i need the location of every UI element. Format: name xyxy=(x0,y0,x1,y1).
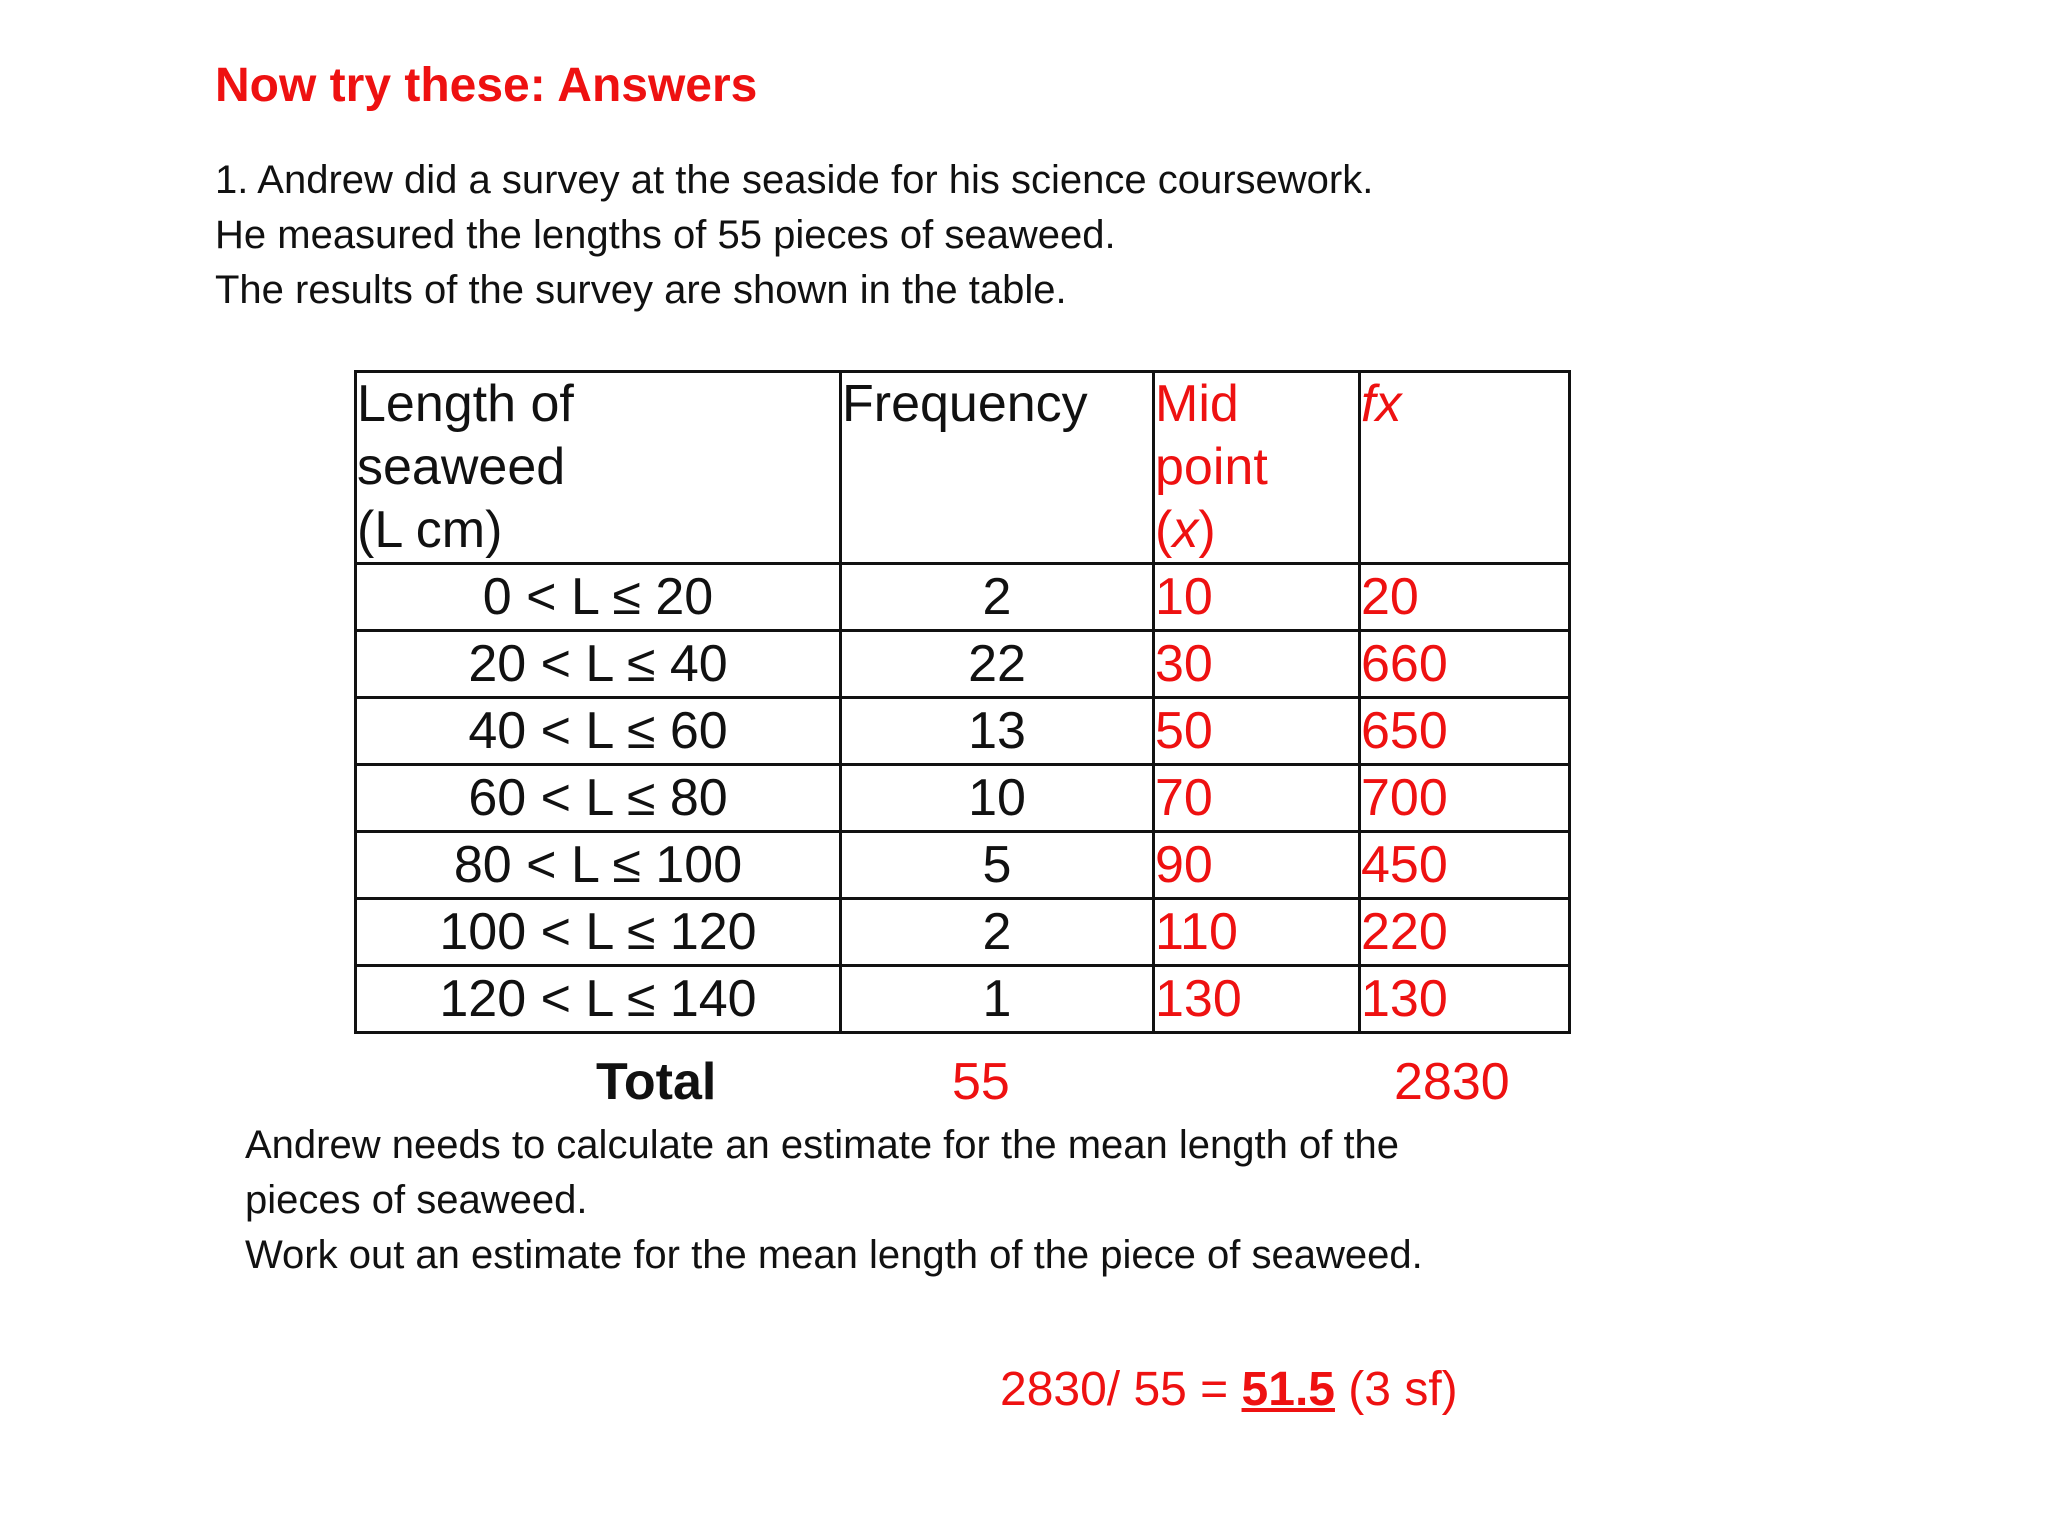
cell-fx: 220 xyxy=(1360,899,1570,966)
cell-midpoint: 90 xyxy=(1154,832,1360,899)
answer-line xyxy=(1000,1362,1458,1417)
question-line: Andrew needs to calculate an estimate for the mean length of the xyxy=(245,1123,1400,1167)
cell-length: 60 < L ≤ 80 xyxy=(356,765,841,832)
answer-note: (3 sf) xyxy=(1334,1363,1458,1416)
cell-frequency: 2 xyxy=(841,899,1154,966)
table-row xyxy=(356,698,1570,765)
cell-fx: 130 xyxy=(1360,966,1570,1033)
header-midpoint xyxy=(1154,372,1360,564)
header-frequency: Frequency xyxy=(841,372,1154,564)
cell-length: 80 < L ≤ 100 xyxy=(356,832,841,899)
header-length xyxy=(356,372,841,564)
table-row xyxy=(356,631,1570,698)
table-row xyxy=(356,765,1570,832)
table-row xyxy=(356,966,1570,1033)
answer-result: 51.5 xyxy=(1241,1363,1335,1416)
question-line: pieces of seaweed. xyxy=(245,1178,588,1222)
cell-midpoint: 30 xyxy=(1154,631,1360,698)
cell-length: 120 < L ≤ 140 xyxy=(356,966,841,1033)
cell-frequency: 1 xyxy=(841,966,1154,1033)
cell-frequency: 13 xyxy=(841,698,1154,765)
header-paren-open: ( xyxy=(1155,501,1173,559)
total-label: Total xyxy=(596,1053,717,1111)
header-x-symbol: x xyxy=(1172,501,1199,559)
cell-length: 20 < L ≤ 40 xyxy=(356,631,841,698)
header-length-line: (L cm) xyxy=(357,501,503,559)
header-fx: fx xyxy=(1360,372,1570,564)
cell-length: 0 < L ≤ 20 xyxy=(356,564,841,631)
intro-line: The results of the survey are shown in the table. xyxy=(215,268,1067,312)
cell-frequency: 10 xyxy=(841,765,1154,832)
header-length-line: seaweed xyxy=(357,438,566,496)
header-midpoint-line xyxy=(1155,499,1358,562)
page-title: Now try these: Answers xyxy=(215,59,758,112)
cell-fx: 650 xyxy=(1360,698,1570,765)
table-row xyxy=(356,564,1570,631)
intro-line: 1. Andrew did a survey at the seaside for his science coursework. xyxy=(215,158,1374,202)
cell-fx: 450 xyxy=(1360,832,1570,899)
header-length-line: Length of xyxy=(357,375,574,433)
cell-midpoint: 130 xyxy=(1154,966,1360,1033)
table-row xyxy=(356,832,1570,899)
cell-midpoint: 50 xyxy=(1154,698,1360,765)
answer-expression: 2830/ 55 = xyxy=(1000,1363,1242,1416)
total-fx: 2830 xyxy=(1394,1053,1510,1111)
question-text xyxy=(245,1118,1423,1283)
cell-frequency: 2 xyxy=(841,564,1154,631)
cell-length: 100 < L ≤ 120 xyxy=(356,899,841,966)
intro-line: He measured the lengths of 55 pieces of seaweed. xyxy=(215,213,1116,257)
table-row xyxy=(356,899,1570,966)
cell-fx: 700 xyxy=(1360,765,1570,832)
question-line: Work out an estimate for the mean length of the piece of seaweed. xyxy=(245,1233,1423,1277)
header-midpoint-line: point xyxy=(1155,438,1268,496)
cell-length: 40 < L ≤ 60 xyxy=(356,698,841,765)
cell-midpoint: 110 xyxy=(1154,899,1360,966)
cell-midpoint: 10 xyxy=(1154,564,1360,631)
cell-fx: 20 xyxy=(1360,564,1570,631)
cell-frequency: 5 xyxy=(841,832,1154,899)
cell-fx: 660 xyxy=(1360,631,1570,698)
total-frequency: 55 xyxy=(952,1053,1010,1111)
cell-frequency: 22 xyxy=(841,631,1154,698)
cell-midpoint: 70 xyxy=(1154,765,1360,832)
header-midpoint-line: Mid xyxy=(1155,375,1239,433)
frequency-table xyxy=(354,370,1571,1034)
table-header-row xyxy=(356,372,1570,564)
question-intro xyxy=(215,153,1373,318)
header-paren-close: ) xyxy=(1198,501,1216,559)
